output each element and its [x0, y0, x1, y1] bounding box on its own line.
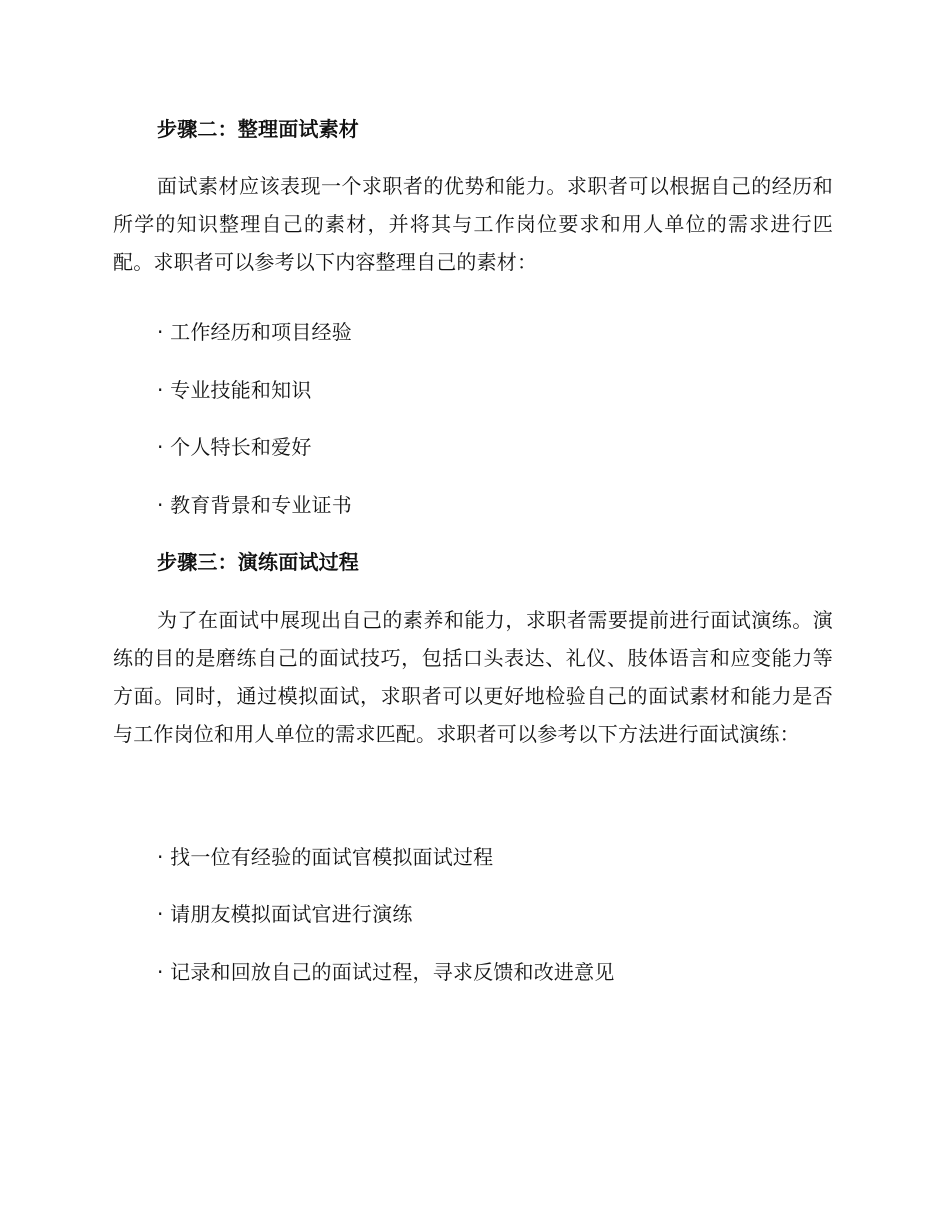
section-3-paragraph: 为了在面试中展现出自己的素养和能力，求职者需要提前进行面试演练。演练的目的是磨练自己的面试技巧，包括口头表达、礼仪、肢体语言和应变能力等方面。同时，通过模拟面试，求职者可以更好地检验自己的面试素材和能力是否与工作岗位和用人单位的需求匹配。求职者可以参考以下方法进行面试演练： [113, 608, 833, 746]
section-2-bullet-4: · 教育背景和专业证书 [157, 493, 352, 517]
section-3-bullet-2: · 请朋友模拟面试官进行演练 [157, 902, 413, 926]
section-2-bullet-1: · 工作经历和项目经验 [157, 320, 352, 344]
section-3-heading: 步骤三：演练面试过程 [157, 550, 359, 574]
section-3-bullet-1: · 找一位有经验的面试官模拟面试过程 [157, 845, 494, 869]
section-2-paragraph: 面试素材应该表现一个求职者的优势和能力。求职者可以根据自己的经历和所学的知识整理自己的素材，并将其与工作岗位要求和用人单位的需求进行匹配。求职者可以参考以下内容整理自己的素材： [113, 174, 833, 274]
section-2-bullet-2: · 专业技能和知识 [157, 378, 312, 402]
section-2-heading: 步骤二：整理面试素材 [157, 117, 359, 141]
section-3-bullet-3: · 记录和回放自己的面试过程，寻求反馈和改进意见 [157, 960, 615, 984]
section-2-bullet-3: · 个人特长和爱好 [157, 435, 312, 459]
